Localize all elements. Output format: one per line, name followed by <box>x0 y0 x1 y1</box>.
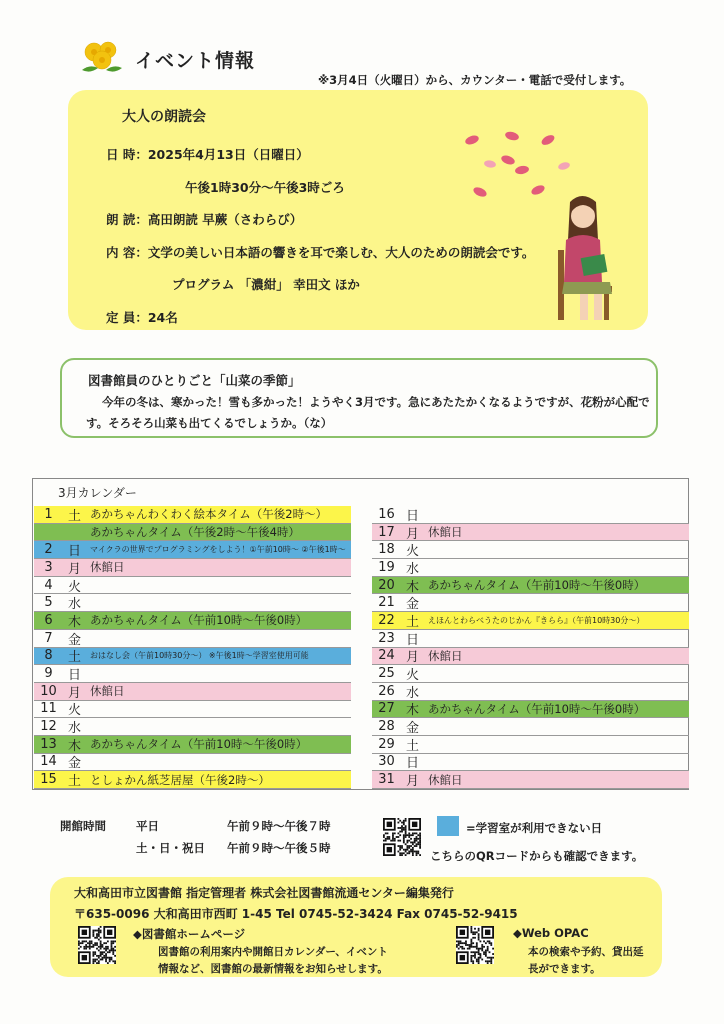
event-program: プログラム 「濃紺」 幸田文 ほか <box>172 277 360 292</box>
calendar-day: 3 <box>44 559 53 575</box>
calendar-weekday: 日 <box>405 632 419 648</box>
calendar-weekday: 日 <box>67 544 81 560</box>
calendar-day: 28 <box>378 719 395 735</box>
calendar-event: あかちゃんわくわく絵本タイム（午後2時～） <box>90 507 328 522</box>
calendar-title: 3月カレンダー <box>58 486 137 500</box>
calendar-row <box>34 683 351 701</box>
homepage-title: ◆図書館ホームページ <box>133 927 246 941</box>
legend-text: =学習室が利用できない日 <box>466 821 603 835</box>
calendar-row <box>372 506 689 524</box>
calendar-weekday: 金 <box>405 721 419 737</box>
calendar-day: 20 <box>378 577 395 593</box>
calendar-event: 休館日 <box>428 772 463 787</box>
calendar-row <box>34 630 351 648</box>
calendar-row <box>372 718 689 736</box>
calendar-day: 24 <box>378 648 395 664</box>
calendar-row <box>372 665 689 683</box>
calendar-day: 7 <box>44 630 53 646</box>
calendar-weekday: 火 <box>405 668 419 684</box>
calendar-weekday: 月 <box>67 561 81 577</box>
calendar-day: 30 <box>378 754 395 770</box>
calendar-day: 9 <box>44 666 53 682</box>
calendar-event: マイクラの世界でプログラミングをしよう！①午前10時～ ②午後1時～ <box>90 545 346 555</box>
calendar-row <box>372 524 689 542</box>
weekend-label: 土・日・祝日 <box>136 841 205 855</box>
calendar-event: あかちゃんタイム（午前10時～午後0時） <box>428 701 646 716</box>
event-name: 大人の朗読会 <box>122 109 206 125</box>
calendar-weekday: 水 <box>67 597 81 613</box>
calendar-weekday: 火 <box>405 544 419 560</box>
footer-address: 〒635-0096 大和高田市西町 1-45 Tel 0745-52-3424 Fax 0745-52-9415 <box>74 907 518 921</box>
calendar-weekday: 日 <box>405 756 419 772</box>
calendar-row <box>34 648 351 666</box>
calendar-event: 休館日 <box>90 560 125 575</box>
calendar-weekday: 水 <box>405 561 419 577</box>
calendar-row <box>372 541 689 559</box>
calendar-row <box>34 577 351 595</box>
event-time: 午後1時30分～午後3時ごろ <box>185 180 345 195</box>
footer-organization: 大和高田市立図書館 指定管理者 株式会社図書館流通センター編集発行 <box>74 886 454 900</box>
calendar-column-left <box>34 506 351 789</box>
calendar-weekday: 土 <box>405 614 419 630</box>
reception-note: ※3月4日（火曜日）から、カウンター・電話で受付します。 <box>318 73 632 87</box>
weekend-hours: 午前９時～午後５時 <box>227 841 331 855</box>
calendar-row <box>34 524 351 542</box>
qr-code-icon[interactable] <box>456 926 494 964</box>
calendar-weekday: 火 <box>67 703 81 719</box>
calendar-day: 10 <box>40 683 57 699</box>
weekday-hours: 午前９時～午後７時 <box>227 819 331 833</box>
calendar-day: 16 <box>378 506 395 522</box>
event-content: 内 容：文学の美しい日本語の響きを耳で楽しむ、大人のための朗読会です。 <box>106 245 535 260</box>
calendar-event: あかちゃんタイム（午前10時～午後0時） <box>90 737 308 752</box>
calendar-weekday: 日 <box>405 508 419 524</box>
calendar-day: 25 <box>378 666 395 682</box>
qr-note: こちらのQRコードからも確認できます。 <box>430 849 644 863</box>
calendar-row <box>372 559 689 577</box>
calendar-row <box>34 612 351 630</box>
calendar-day: 17 <box>378 524 395 540</box>
calendar-day: 12 <box>40 719 57 735</box>
calendar-day: 5 <box>44 595 53 611</box>
qr-code-icon[interactable] <box>383 818 421 856</box>
homepage-description: 図書館の利用案内や開館日カレンダー、イベント情報など、図書館の最新情報をお知らせします。 <box>158 946 388 975</box>
calendar-day: 19 <box>378 559 395 575</box>
calendar-row <box>34 506 351 524</box>
calendar-event: 休館日 <box>428 648 463 663</box>
calendar-row <box>372 701 689 719</box>
calendar-day: 18 <box>378 542 395 558</box>
calendar-row <box>372 736 689 754</box>
calendar-day: 31 <box>378 772 395 788</box>
calendar-row <box>34 665 351 683</box>
calendar-row <box>372 594 689 612</box>
calendar-row <box>372 683 689 701</box>
calendar-day: 21 <box>378 595 395 611</box>
calendar-row <box>372 754 689 772</box>
calendar-weekday: 金 <box>67 756 81 772</box>
calendar-weekday: 土 <box>67 650 81 666</box>
calendar-day: 2 <box>44 542 53 558</box>
calendar-day: 29 <box>378 736 395 752</box>
calendar-event: おはなし会（午前10時30分～） ※午後1時～学習室使用可能 <box>90 651 309 661</box>
calendar-weekday: 土 <box>67 508 81 524</box>
calendar-day: 14 <box>40 754 57 770</box>
calendar-day: 8 <box>44 648 53 664</box>
calendar-event: あかちゃんタイム（午後2時～午後4時） <box>90 525 300 540</box>
calendar-row <box>372 612 689 630</box>
calendar-day: 26 <box>378 683 395 699</box>
weekday-label: 平日 <box>136 819 159 833</box>
calendar-row <box>34 718 351 736</box>
calendar-row <box>34 701 351 719</box>
calendar-event: 休館日 <box>428 525 463 540</box>
calendar-day: 22 <box>378 612 395 628</box>
calendar-day: 1 <box>44 506 53 522</box>
page-title: イベント情報 <box>135 50 256 72</box>
calendar-weekday: 月 <box>67 685 81 701</box>
calendar-weekday: 木 <box>405 579 419 595</box>
flower-icon <box>80 38 124 78</box>
opening-hours-label: 開館時間 <box>60 819 106 833</box>
calendar-weekday: 月 <box>405 774 419 790</box>
calendar-event: えほんとわらべうたのじかん『きらら』（午前10時30分～） <box>428 615 645 625</box>
calendar-day: 27 <box>378 701 395 717</box>
calendar-row <box>34 594 351 612</box>
calendar-weekday: 月 <box>405 650 419 666</box>
reading-woman-illustration <box>552 190 622 326</box>
event-reader: 朗 読：高田朗読 早蕨（さわらび） <box>106 212 303 227</box>
event-date: 日 時：2025年4月13日（日曜日） <box>106 147 309 162</box>
qr-code-icon[interactable] <box>78 926 116 964</box>
calendar-column-right <box>372 506 689 789</box>
calendar-weekday: 水 <box>67 721 81 737</box>
calendar-weekday: 日 <box>67 668 81 684</box>
calendar-row <box>372 771 689 789</box>
librarian-note-body: 今年の冬は、寒かった！雪も多かった！ようやく3月です。急にあたたかくなるようですが、花粉が心配です。そろそろ山菜も出てくるでしょうか。（な） <box>86 395 650 430</box>
calendar-row <box>34 736 351 754</box>
librarian-note-title: 図書館員のひとりごと「山菜の季節」 <box>88 373 301 388</box>
calendar-weekday: 木 <box>405 703 419 719</box>
calendar-weekday: 金 <box>405 597 419 613</box>
calendar-day: 11 <box>40 701 57 717</box>
calendar-row <box>34 771 351 789</box>
calendar-event: あかちゃんタイム（午前10時～午後0時） <box>428 578 646 593</box>
calendar-day: 13 <box>40 736 57 752</box>
calendar-event: あかちゃんタイム（午前10時～午後0時） <box>90 613 308 628</box>
legend-swatch <box>437 816 459 836</box>
calendar-row <box>34 559 351 577</box>
calendar-weekday: 火 <box>67 579 81 595</box>
calendar-event: 休館日 <box>90 684 125 699</box>
calendar-day: 4 <box>44 577 53 593</box>
calendar-weekday: 月 <box>405 526 419 542</box>
opac-description: 本の検索や予約、貸出延長ができます。 <box>528 946 644 975</box>
event-capacity: 定 員：24名 <box>106 310 178 325</box>
calendar-weekday: 木 <box>67 614 81 630</box>
calendar-day: 15 <box>40 772 57 788</box>
calendar-row <box>372 577 689 595</box>
calendar-row <box>372 648 689 666</box>
calendar-weekday: 水 <box>405 685 419 701</box>
calendar-day: 23 <box>378 630 395 646</box>
calendar-day: 6 <box>44 612 53 628</box>
calendar-weekday: 土 <box>405 738 419 754</box>
calendar-row <box>34 754 351 772</box>
calendar-row <box>34 541 351 559</box>
calendar-weekday: 木 <box>67 738 81 754</box>
calendar-weekday: 土 <box>67 774 81 790</box>
opac-title: ◆Web OPAC <box>513 926 589 940</box>
calendar-row <box>372 630 689 648</box>
calendar-weekday: 金 <box>67 632 81 648</box>
calendar-event: としょかん紙芝居屋（午後2時～） <box>90 772 270 787</box>
